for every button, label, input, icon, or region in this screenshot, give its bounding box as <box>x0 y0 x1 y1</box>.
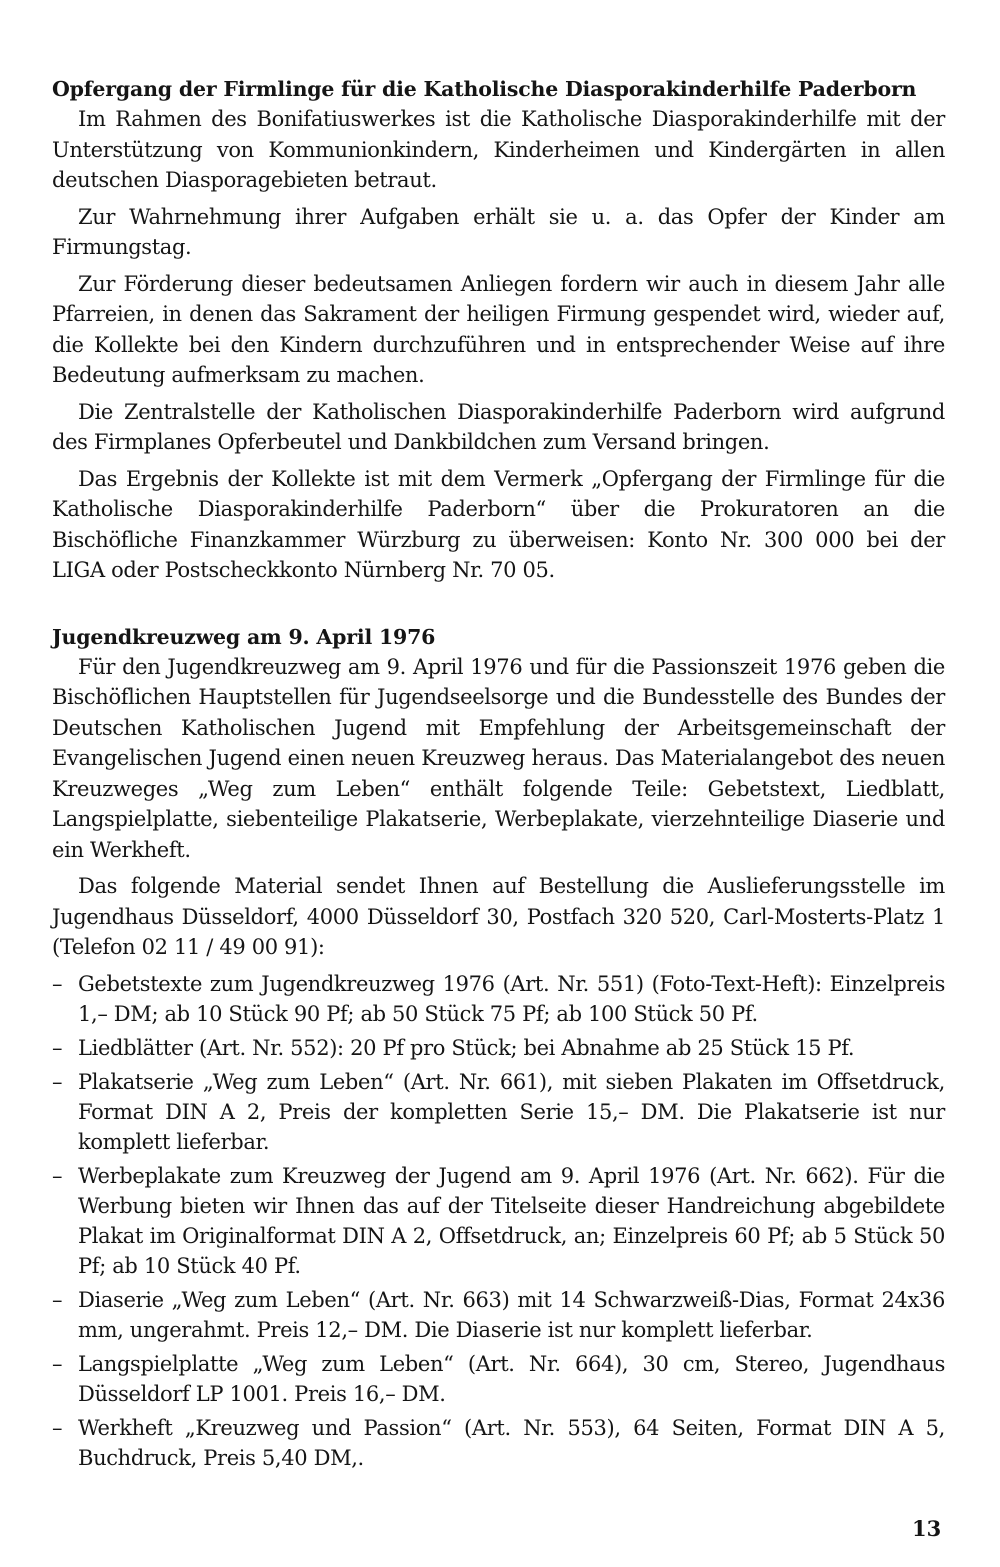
list-item <box>52 1285 945 1345</box>
dash-bullet: – <box>52 971 63 996</box>
list-item-text: Werkheft „Kreuzweg und Passion“ (Art. Nr. 553), 64 Seiten, Format DIN A 5, Buchdruck, Preis 5,40 DM,. <box>78 1415 945 1470</box>
dash-bullet: – <box>52 1163 63 1188</box>
list-item <box>52 1033 945 1063</box>
document-page <box>52 74 945 1477</box>
list-item <box>52 1161 945 1281</box>
page-number: 13 <box>912 1516 942 1541</box>
section-spacer <box>52 592 945 622</box>
paragraph: Das Ergebnis der Kollekte ist mit dem Vermerk „Opfergang der Firmlinge für die Katholische Diasporakinderhilfe Paderborn“ über die Prokuratoren an die Bischöfliche Finanzkammer Würzburg zu überweisen: Konto Nr. 300 000 bei der LIGA oder Postscheckkonto Nürnberg Nr. 70 05. <box>52 466 945 582</box>
dash-bullet: – <box>52 1415 63 1440</box>
dash-bullet: – <box>52 1287 63 1312</box>
list-item-text: Liedblätter (Art. Nr. 552): 20 Pf pro Stück; bei Abnahme ab 25 Stück 15 Pf. <box>78 1035 855 1060</box>
dash-bullet: – <box>52 1069 63 1094</box>
paragraph: Die Zentralstelle der Katholischen Diasporakinderhilfe Paderborn wird aufgrund des Firmplanes Opferbeutel und Dankbildchen zum Versand bringen. <box>52 399 945 454</box>
list-item <box>52 969 945 1029</box>
list-item-text: Werbeplakate zum Kreuzweg der Jugend am 9. April 1976 (Art. Nr. 662). Für die Werbung bieten wir Ihnen das auf der Titelseite dieser Handreichung abgebildete Plakat im Originalformat DIN A 2, Offsetdruck, an; Einzelpreis 60 Pf; ab 5 Stück 50 Pf; ab 10 Stück 40 Pf. <box>78 1163 945 1278</box>
dash-bullet: – <box>52 1351 63 1376</box>
list-item-text: Langspielplatte „Weg zum Leben“ (Art. Nr. 664), 30 cm, Stereo, Jugendhaus Düsseldorf LP 1001. Preis 16,– DM. <box>78 1351 945 1406</box>
paragraph: Im Rahmen des Bonifatiuswerkes ist die Katholische Diasporakinderhilfe mit der Unterstützung von Kommunionkindern, Kinderheimen und Kindergärten in allen deutschen Diasporagebieten betraut. <box>52 107 945 192</box>
list-item <box>52 1067 945 1157</box>
list-item-text: Diaserie „Weg zum Leben“ (Art. Nr. 663) mit 14 Schwarzweiß-Dias, Format 24x36 mm, ungerahmt. Preis 12,– DM. Die Diaserie ist nur komplett lieferbar. <box>78 1287 945 1342</box>
paragraph: Zur Förderung dieser bedeutsamen Anliegen fordern wir auch in diesem Jahr alle Pfarreien, in denen das Sakrament der heiligen Firmung gespendet wird, wieder auf, die Kollekte bei den Kindern durchzuführen und in entsprechender Weise auf ihre Bedeutung aufmerksam zu machen. <box>52 271 945 387</box>
list-item <box>52 1349 945 1409</box>
section-heading-firmlinge: Opfergang der Firmlinge für die Katholische Diasporakinderhilfe Paderborn <box>52 77 917 101</box>
material-list <box>52 969 945 1473</box>
paragraph: Zur Wahrnehmung ihrer Aufgaben erhält sie u. a. das Opfer der Kinder am Firmungstag. <box>52 204 945 259</box>
section-heading-jugendkreuzweg: Jugendkreuzweg am 9. April 1976 <box>52 624 436 649</box>
list-item-text: Plakatserie „Weg zum Leben“ (Art. Nr. 661), mit sieben Plakaten im Offsetdruck, Format DIN A 2, Preis der kompletten Serie 15,– DM. Die Plakatserie ist nur komplett lieferbar. <box>78 1069 945 1154</box>
list-item-text: Gebetstexte zum Jugendkreuzweg 1976 (Art. Nr. 551) (Foto-Text-Heft): Einzelpreis 1,– DM; ab 10 Stück 90 Pf; ab 50 Stück 75 Pf; ab 100 Stück 50 Pf. <box>78 971 945 1026</box>
list-item <box>52 1413 945 1473</box>
paragraph: Für den Jugendkreuzweg am 9. April 1976 und für die Passionszeit 1976 geben die Bischöflichen Hauptstellen für Jugendseelsorge und die Bundesstelle des Bundes der Deutschen Katholischen Jugend mit Empfehlung der Arbeitsgemeinschaft der Evangelischen Jugend einen neuen Kreuzweg heraus. Das Materialangebot des neuen Kreuzweges „Weg zum Leben“ enthält folgende Teile: Gebetstext, Liedblatt, Langspielplatte, siebenteilige Plakatserie, Werbeplakate, vierzehnteilige Diaserie und ein Werkheft. <box>52 654 945 862</box>
dash-bullet: – <box>52 1035 63 1060</box>
paragraph: Das folgende Material sendet Ihnen auf Bestellung die Auslieferungsstelle im Jugendhaus Düsseldorf, 4000 Düsseldorf 30, Postfach 320 520, Carl-Mosterts-Platz 1 (Telefon 02 11 / 49 00 91): <box>52 874 945 959</box>
